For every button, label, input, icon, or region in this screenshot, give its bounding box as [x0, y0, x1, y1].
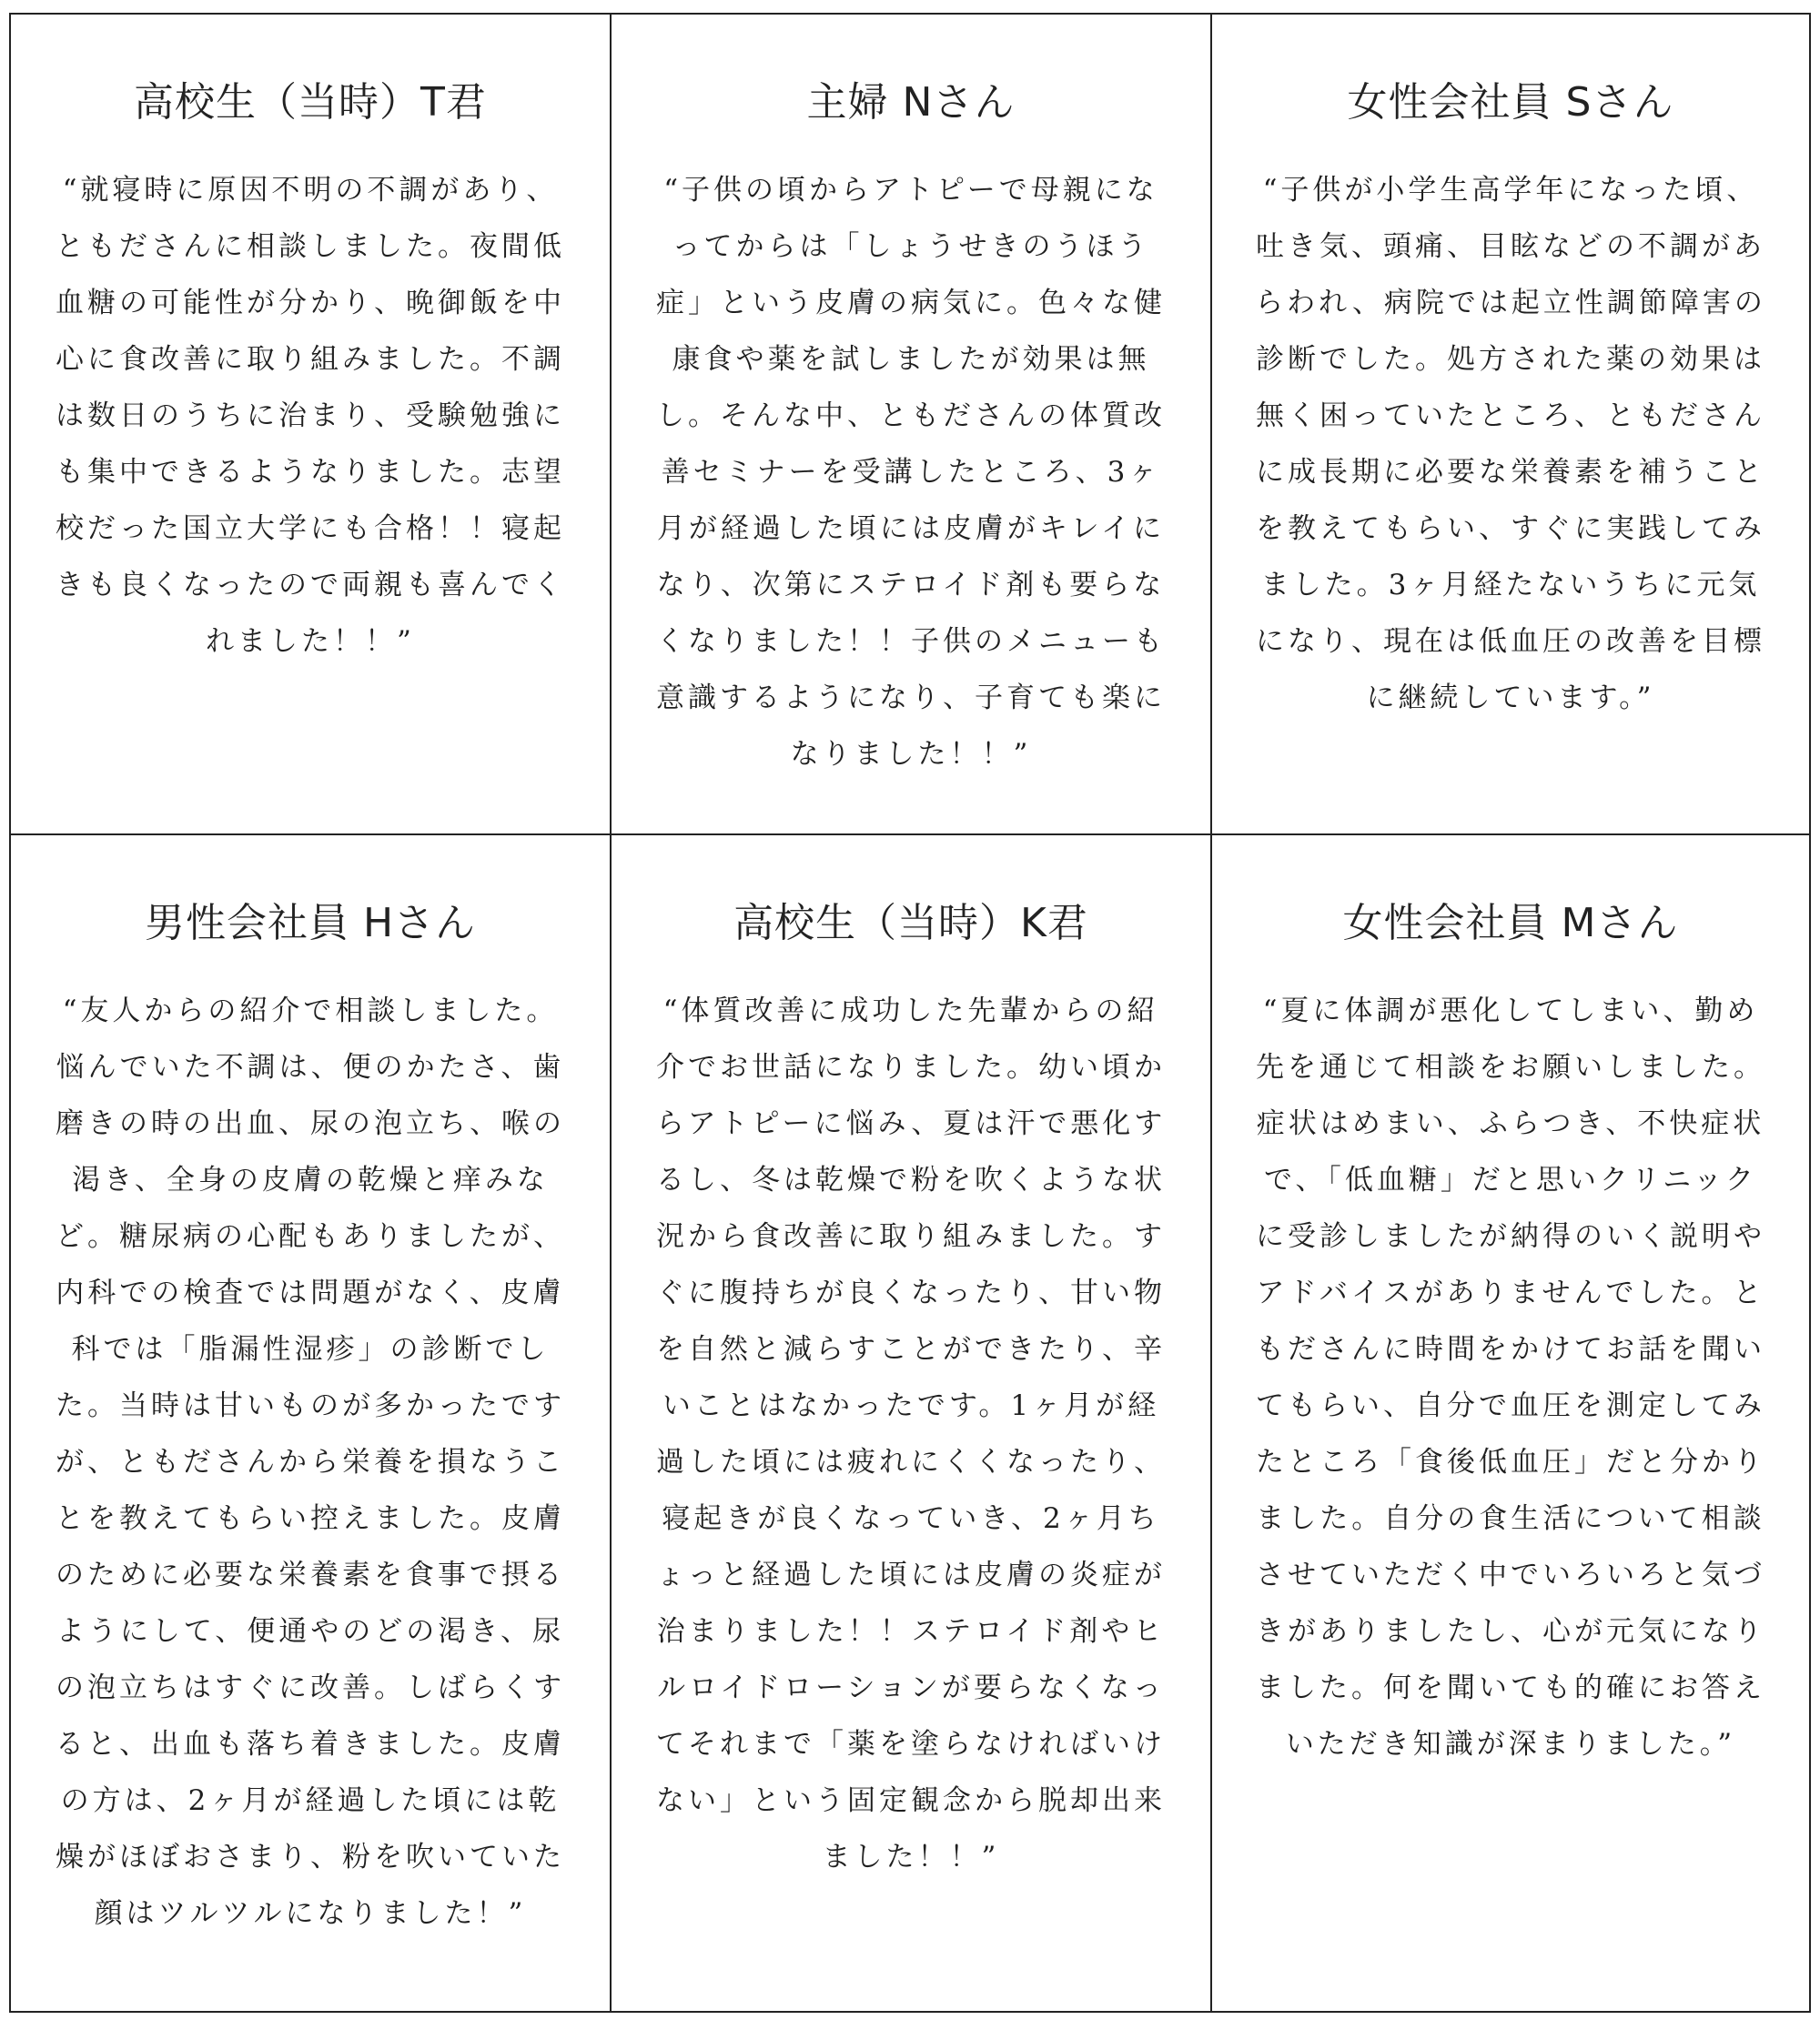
testimonial-body: “夏に体調が悪化してしまい、勤め先を通じて相談をお願いしました。症状はめまい、ふらつき、不快症状で、「低血糖」だと思いクリニックに受診しましたが納得のいく説明やアドバイスがありませんでした。ともださんに時間をかけてお話を聞いてもらい、自分で血圧を測定してみたところ「食後低血圧」だと分かりました。自分の食生活について相談させていただく中でいろいろと気づきがありましたし、心が元気になりました。何を聞いても的確にお答えいただき知識が深まりました。”: [1256, 995, 1765, 1761]
testimonial-card: [612, 15, 1212, 835]
testimonial-grid: [9, 13, 1811, 2013]
testimonial-card: [11, 15, 612, 835]
testimonial-body: “就寝時に原因不明の不調があり、ともださんに相談しました。夜間低血糖の可能性が分かり、晩御飯を中心に食改善に取り組みました。不調は数日のうちに治まり、受験勉強にも集中できるようなりました。志望校だった国立大学にも合格！！寝起きも良くなったので両親も喜んでくれました！！”: [56, 174, 565, 658]
testimonial-title: 男性会社員 Hさん: [144, 900, 477, 946]
testimonial-card: [1212, 15, 1809, 835]
testimonial-title: 主婦 Nさん: [806, 79, 1016, 126]
testimonial-body: “子供の頃からアトピーで母親になってからは「しょうせきのうほう症」という皮膚の病気に。色々な健康食や薬を試しましたが効果は無し。そんな中、ともださんの体質改善セミナーを受講したところ、3ヶ月が経過した頃には皮膚がキレイになり、次第にステロイド剤も要らなくなりました！！子供のメニューも意識するようになり、子育ても楽になりました！！”: [656, 174, 1166, 771]
testimonial-card: [612, 835, 1212, 2011]
testimonial-title: 高校生（当時）K君: [733, 900, 1088, 946]
testimonial-body: “友人からの紹介で相談しました。悩んでいた不調は、便のかたさ、歯磨きの時の出血、尿の泡立ち、喉の渇き、全身の皮膚の乾燥と痒みなど。糖尿病の心配もありましたが、内科での検査では問題がなく、皮膚科では「脂漏性湿疹」の診断でした。当時は甘いものが多かったですが、ともださんから栄養を損なうことを教えてもらい控えました。皮膚のために必要な栄養素を食事で摂るようにして、便通やのどの渇き、尿の泡立ちはすぐに改善。しばらくすると、出血も落ち着きました。皮膚の方は、2ヶ月が経過した頃には乾燥がほぼおさまり、粉を吹いていた顔はツルツルになりました！”: [56, 995, 565, 1930]
testimonial-title: 女性会社員 Mさん: [1342, 900, 1679, 946]
testimonial-card: [1212, 835, 1809, 2011]
testimonial-body: “子供が小学生高学年になった頃、吐き気、頭痛、目眩などの不調があらわれ、病院では起立性調節障害の診断でした。処方された薬の効果は無く困っていたところ、ともださんに成長期に必要な栄養素を補うことを教えてもらい、すぐに実践してみました。3ヶ月経たないうちに元気になり、現在は低血圧の改善を目標に継続しています。”: [1255, 174, 1766, 714]
testimonial-body: “体質改善に成功した先輩からの紹介でお世話になりました。幼い頃からアトピーに悩み、夏は汗で悪化するし、冬は乾燥で粉を吹くような状況から食改善に取り組みました。すぐに腹持ちが良くなったり、甘い物を自然と減らすことができたり、辛いことはなかったです。1ヶ月が経過した頃には疲れにくくなったり、寝起きが良くなっていき、2ヶ月ちょっと経過した頃には皮膚の炎症が治まりました！！ステロイド剤やヒルロイドローションが要らなくなってそれまで「薬を塗らなければいけない」という固定観念から脱却出来ました！！”: [655, 995, 1167, 1874]
testimonial-title: 女性会社員 Sさん: [1347, 79, 1674, 126]
testimonial-title: 高校生（当時）T君: [134, 79, 487, 126]
testimonial-card: [11, 835, 612, 2011]
